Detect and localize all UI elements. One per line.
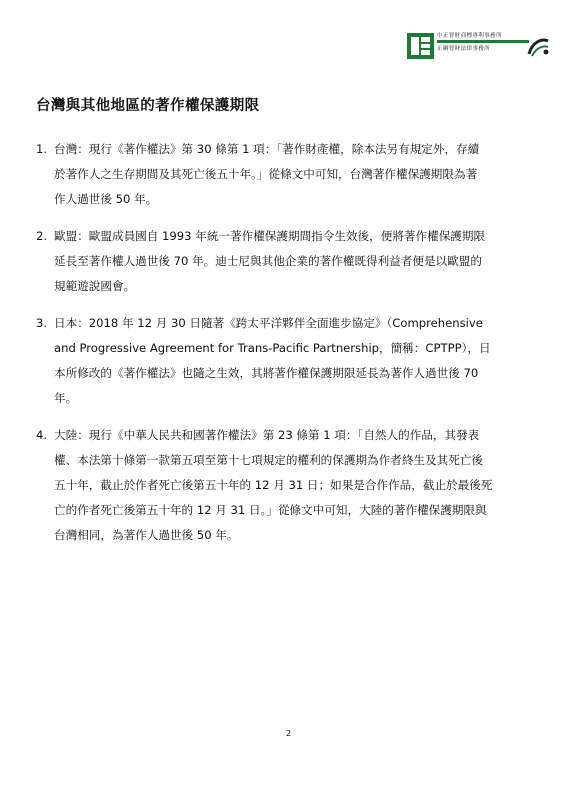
page-number: 2: [286, 729, 292, 738]
list-item-number: 2.: [36, 229, 48, 243]
list-item-text-line: 延長至著作權人過世後 70 年。迪士尼與其他企業的著作權既得利益者便是以歐盟的: [54, 254, 482, 268]
list-item-text-line: 台灣：現行《著作權法》第 30 條第 1 項：「著作財產權，除本法另有規定外，存續: [54, 142, 480, 156]
list-item-number: 4.: [36, 428, 48, 442]
list-item-text-line: 亡的作者死亡後第五十年的 12 月 31 日。」從條文中可知，大陸的著作權保護期限與: [54, 503, 487, 517]
list-item-text-line: 本所修改的《著作權法》也隨之生效，其將著作權保護期限延長為著作人過世後 70: [54, 366, 479, 380]
list-item: [36, 423, 546, 548]
list-item-text-line: 日本：2018 年 12 月 30 日隨著《跨太平洋夥伴全面進步協定》（Comprehensive: [54, 316, 483, 330]
firm-name-line1: 中正智財商標專利事務所: [437, 33, 502, 39]
list-item-number: 3.: [36, 316, 48, 330]
firm-name-line2: 正綱智財法律事務所: [437, 45, 529, 53]
list-item-text-line: 五十年，截止於作者死亡後第五十年的 12 月 31 日；如果是合作作品，截止於最後死: [54, 478, 493, 492]
list-item-text-line: 於著作人之生存期間及其死亡後五十年。」從條文中可知，台灣著作權保護期限為著: [54, 167, 478, 181]
list-item-text-line: 規範遊說國會。: [54, 279, 136, 293]
list-item: [36, 137, 546, 212]
list-item-text-line: 台灣相同，為著作人過世後 50 年。: [54, 528, 239, 542]
list-item-number: 1.: [36, 142, 48, 156]
swoosh-icon: [526, 36, 550, 58]
list-item-text-line: 年。: [54, 391, 78, 405]
list-item-text-line: 歐盟：歐盟成員國自 1993 年統一著作權保護期間指令生效後，便將著作權保護期限: [54, 229, 486, 243]
list-item-text-line: 大陸：現行《中華人民共和國著作權法》第 23 條第 1 項：「自然人的作品，其發表: [54, 428, 480, 442]
term-list: [36, 137, 546, 560]
list-item: [36, 311, 546, 411]
letterhead-rule: [437, 40, 529, 43]
list-item: [36, 224, 546, 299]
document-title: 台灣與其他地區的著作權保護期限: [36, 98, 260, 114]
list-item-text-line: 作人過世後 50 年。: [54, 192, 158, 206]
firm-logo-icon: [407, 33, 434, 59]
list-item-text-line: 權、本法第十條第一款第五項至第十七項規定的權利的保護期為作者終生及其死亡後: [54, 453, 483, 467]
letterhead: [407, 30, 547, 62]
list-item-text-line: and Progressive Agreement for Trans-Pacific Partnership，簡稱：CPTPP），日: [54, 341, 491, 355]
